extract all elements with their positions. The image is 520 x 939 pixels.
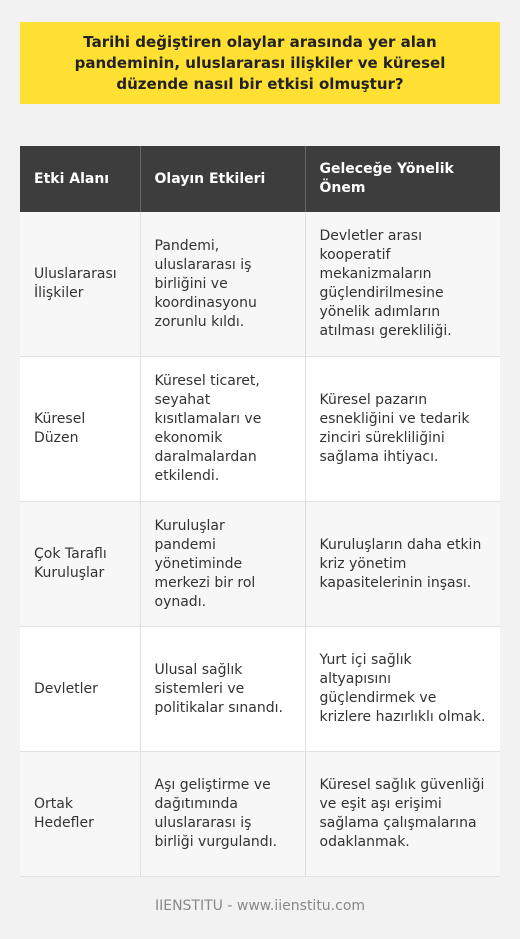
table-cell-future-importance: Küresel pazarın esnekliğini ve tedarik zinciri sürekliliğini sağlama ihtiyacı.	[305, 357, 500, 502]
title-box	[20, 22, 500, 104]
table-cell-impact-area: Ortak Hedefler	[20, 752, 140, 877]
table-cell-event-effects: Kuruluşlar pandemi yönetiminde merkezi bir rol oynadı.	[140, 502, 305, 627]
table-cell-impact-area: Küresel Düzen	[20, 357, 140, 502]
table-cell-event-effects: Küresel ticaret, seyahat kısıtlamaları ve ekonomik daralmalardan etkilendi.	[140, 357, 305, 502]
column-header-event-effects: Olayın Etkileri	[140, 146, 305, 212]
table-cell-future-importance: Yurt içi sağlık altyapısını güçlendirmek ve krizlere hazırlıklı olmak.	[305, 627, 500, 752]
table-row	[20, 627, 500, 752]
table-cell-impact-area: Devletler	[20, 627, 140, 752]
impact-table	[20, 146, 500, 877]
table-cell-future-importance: Devletler arası kooperatif mekanizmaların güçlendirilmesine yönelik adımların atılması gerekliliği.	[305, 212, 500, 357]
table-cell-impact-area: Çok Taraflı Kuruluşlar	[20, 502, 140, 627]
table-cell-future-importance: Küresel sağlık güvenliği ve eşit aşı erişimi sağlama çalışmalarına odaklanmak.	[305, 752, 500, 877]
table-cell-future-importance: Kuruluşların daha etkin kriz yönetim kapasitelerinin inşası.	[305, 502, 500, 627]
table-cell-event-effects: Ulusal sağlık sistemleri ve politikalar sınandı.	[140, 627, 305, 752]
table-header-row	[20, 146, 500, 212]
column-header-impact-area: Etki Alanı	[20, 146, 140, 212]
table-cell-event-effects: Pandemi, uluslararası iş birliğini ve koordinasyonu zorunlu kıldı.	[140, 212, 305, 357]
footer-credit: IIENSTITU - www.iienstitu.com	[154, 898, 366, 914]
column-header-future-importance: Geleceğe Yönelik Önem	[305, 146, 500, 212]
table-cell-event-effects: Aşı geliştirme ve dağıtımında uluslararası iş birliği vurgulandı.	[140, 752, 305, 877]
table-row	[20, 752, 500, 877]
table-row	[20, 357, 500, 502]
table-row	[20, 212, 500, 357]
table-row	[20, 502, 500, 627]
page-title: Tarihi değiştiren olaylar arasında yer alan pandeminin, uluslararası ilişkiler ve küresel düzende nasıl bir etkisi olmuştur?	[74, 32, 446, 93]
table-cell-impact-area: Uluslararası İlişkiler	[20, 212, 140, 357]
